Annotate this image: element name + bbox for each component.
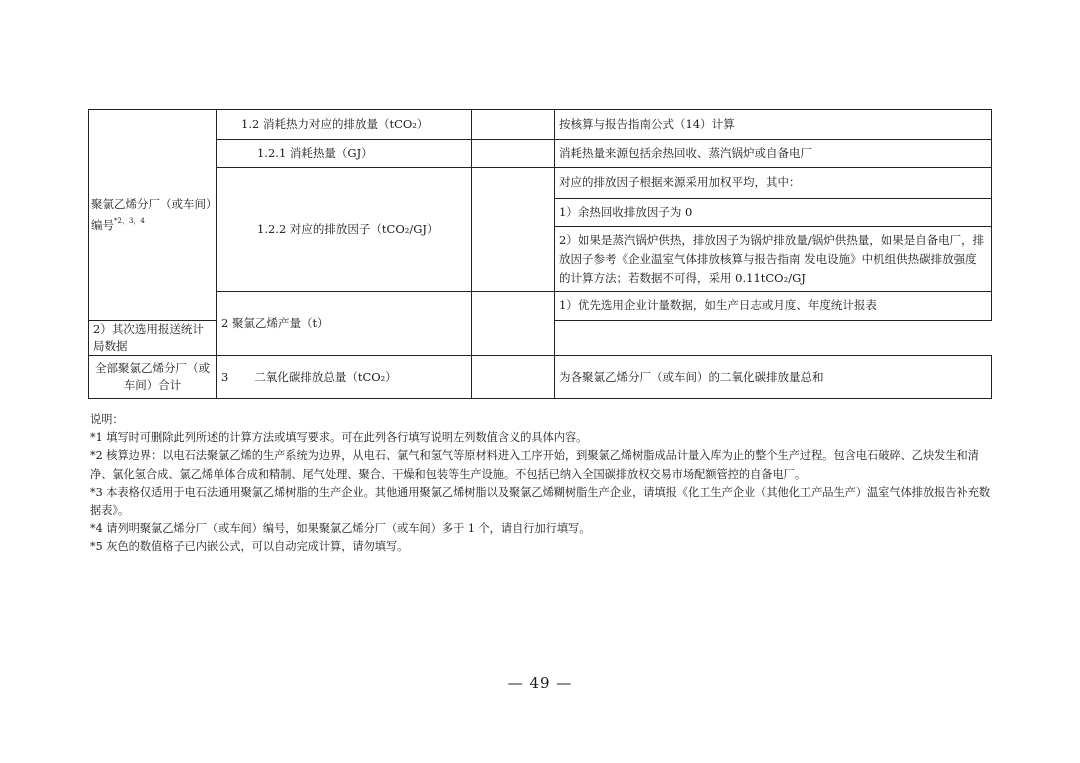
total-item-number: 3 <box>221 369 229 384</box>
note-cell: 2）其次选用报送统计局数据 <box>89 320 217 356</box>
total-item-label: 二氧化碳排放总量（tCO₂） <box>254 369 397 384</box>
group-label-cell <box>89 110 217 321</box>
note-line: *5 灰色的数值格子已内嵌公式，可以自动完成计算，请勿填写。 <box>90 540 409 554</box>
value-cell[interactable] <box>472 139 555 167</box>
note-cell: 按核算与报告指南公式（14）计算 <box>555 110 992 140</box>
note-line: *2 核算边界：以电石法聚氯乙烯的生产系统为边界，从电石、氯气和氢气等原材料进入工序开始，到聚氯乙烯树脂成品计量入库为止的整个生产过程。包含电石破碎、乙炔发生和清净、氯化氢合成、氯乙烯单体合成和精制、尾气处理、聚合、干燥和包装等生产设施。不包括已纳入全国碳排放权交易市场配额管控的自备电厂。 <box>90 449 979 481</box>
table-row <box>89 139 992 167</box>
value-cell[interactable] <box>472 110 555 140</box>
note-cell: 1）余热回收排放因子为 0 <box>555 198 992 226</box>
page-number: — 49 — <box>507 674 573 692</box>
note-line: *4 请列明聚氯乙烯分厂（或车间）编号，如果聚氯乙烯分厂（或车间）多于 1 个，请自行加行填写。 <box>90 522 591 536</box>
notes-section <box>90 411 995 557</box>
item-cell: 1.2 消耗热力对应的排放量（tCO₂） <box>217 110 472 140</box>
note-cell: 1）优先选用企业计量数据，如生产日志或月度、年度统计报表 <box>555 292 992 320</box>
note-cell: 2）如果是蒸汽锅炉供热，排放因子为锅炉排放量/锅炉供热量，如果是自备电厂，排放因子参考《企业温室气体排放核算与报告指南 发电设施》中机组供热碳排放强度的计算方法；若数据不可得，采用 0.11tCO₂/GJ <box>555 226 992 291</box>
total-note-cell: 为各聚氯乙烯分厂（或车间）的二氧化碳排放量总和 <box>555 356 992 399</box>
group-label-footnote: *2，3，4 <box>114 216 145 225</box>
value-cell[interactable] <box>472 292 555 356</box>
item-cell: 1.2.1 消耗热量（GJ） <box>217 139 472 167</box>
table-row <box>89 110 992 140</box>
emissions-data-table <box>88 109 992 399</box>
total-label: 全部聚氯乙烯分厂（或车间）合计 <box>89 356 217 399</box>
note-cell: 对应的排放因子根据来源采用加权平均，其中： <box>555 167 992 198</box>
note-cell: 消耗热量来源包括余热回收、蒸汽锅炉或自备电厂 <box>555 139 992 167</box>
value-cell[interactable] <box>472 167 555 291</box>
table-row <box>89 167 992 198</box>
item-cell: 2 聚氯乙烯产量（t） <box>217 292 472 356</box>
total-item-cell <box>217 356 472 399</box>
table-row-total <box>89 356 992 399</box>
item-cell: 1.2.2 对应的排放因子（tCO₂/GJ） <box>217 167 472 291</box>
note-line: *1 填写时可删除此列所述的计算方法或填写要求。可在此列各行填写说明左列数值含义的具体内容。 <box>90 431 588 445</box>
notes-title: 说明： <box>90 413 124 426</box>
table-row <box>89 292 992 320</box>
group-label: 聚氯乙烯分厂（或车间）编号 <box>91 196 212 232</box>
total-value-cell[interactable] <box>472 356 555 399</box>
note-line: *3 本表格仅适用于电石法通用聚氯乙烯树脂的生产企业。其他通用聚氯乙烯树脂以及聚氯乙烯糊树脂生产企业，请填报《化工生产企业（其他化工产品生产）温室气体排放报告补充数据表》。 <box>90 485 991 518</box>
